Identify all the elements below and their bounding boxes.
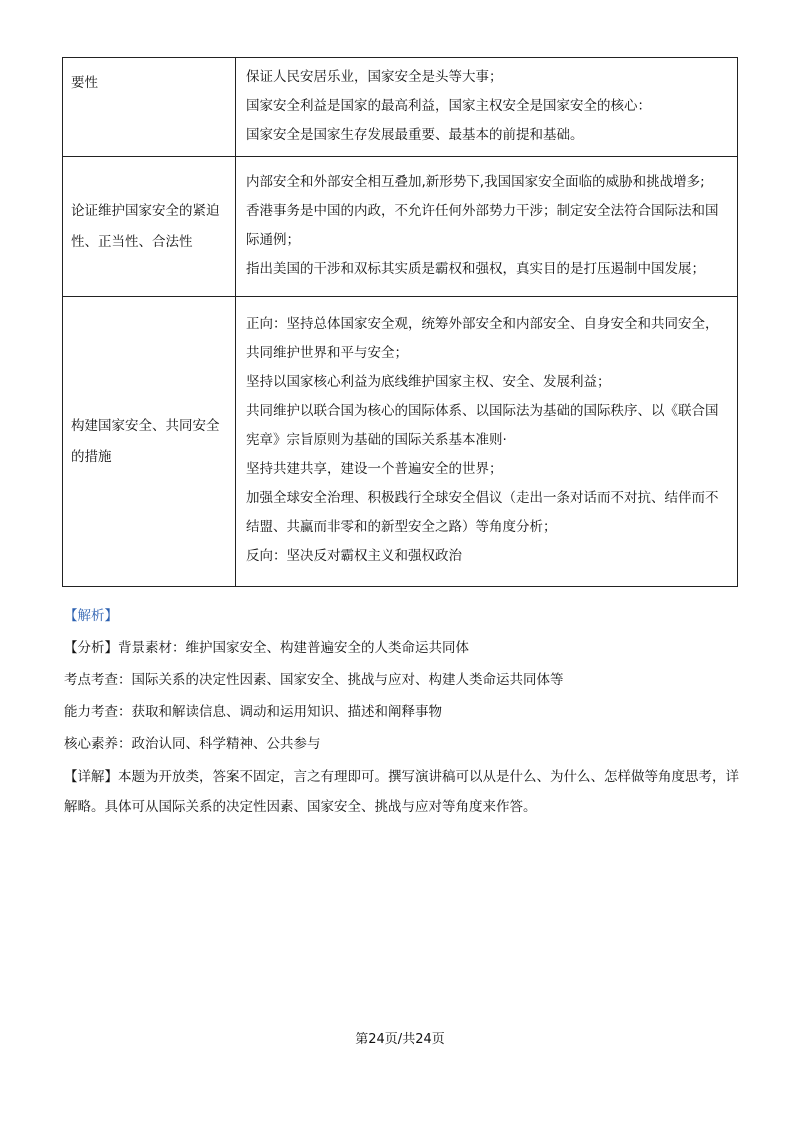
analysis-nengli: 能力考查：获取和解读信息、调动和运用知识、描述和阐释事物 [64, 704, 442, 720]
row-content [236, 157, 738, 297]
content-line: 内部安全和外部安全相互叠加,新形势下,我国国家安全面临的威胁和挑战增多; [246, 173, 705, 190]
content-line: 香港事务是中国的内政，不允许任何外部势力干涉；制定安全法符合国际法和国际通例； [246, 202, 719, 248]
analysis-xiangjie [64, 762, 744, 822]
row-content [236, 297, 738, 587]
page-footer: 第24页/共24页 [355, 1032, 445, 1047]
fenxi-tag: 【分析】 [64, 640, 118, 656]
answer-table [62, 57, 738, 587]
analysis-kaodian: 考点考查：国际关系的决定性因素、国家安全、挑战与应对、构建人类命运共同体等 [64, 672, 564, 688]
xiangjie-text: 本题为开放类，答案不固定，言之有理即可。撰写演讲稿可以从是什么、为什么、怎样做等角度思考，详解略。具体可从国际关系的决定性因素、国家安全、挑战与应对等角度来作答。 [64, 769, 739, 815]
content-line: 坚持以国家核心利益为底线维护国家主权、安全、发展利益； [246, 374, 611, 390]
content-line: 国家安全是国家生存发展最重要、最基本的前提和基础。 [246, 126, 584, 143]
content-line: 反向：坚决反对霸权主义和强权政治 [246, 548, 462, 564]
content-line: 坚持共建共享，建设一个普遍安全的世界； [246, 461, 503, 477]
row-label: 论证维护国家安全的紧迫性、正当性、合法性 [63, 157, 236, 297]
table-row [63, 157, 738, 297]
content-line: 加强全球安全治理、积极践行全球安全倡议（走出一条对话而不对抗、结伴而不结盟、共赢而非零和的新型安全之路）等角度分析； [246, 490, 719, 535]
content-line: 共同维护以联合国为核心的国际体系、以国际法为基础的国际秩序、以《联合国宪章》宗旨原则为基础的国际关系基本准则· [246, 403, 719, 448]
row-content [236, 58, 738, 157]
fenxi-text: 背景素材：维护国家安全、构建普遍安全的人类命运共同体 [118, 640, 469, 656]
analysis-heading: 【解析】 [64, 608, 118, 624]
content-line: 指出美国的干涉和双标其实质是霸权和强权，真实目的是打压遏制中国发展； [246, 260, 705, 277]
table-row [63, 58, 738, 157]
analysis-suyang: 核心素养：政治认同、科学精神、公共参与 [64, 736, 321, 752]
content-line: 国家安全利益是国家的最高利益，国家主权安全是国家安全的核心： [246, 97, 651, 114]
analysis-fenxi [64, 632, 744, 664]
analysis-section [64, 600, 744, 822]
row-label: 要性 [63, 58, 236, 157]
table-row [63, 297, 738, 587]
content-line: 保证人民安居乐业，国家安全是头等大事； [246, 68, 503, 85]
content-line: 正向：坚持总体国家安全观，统筹外部安全和内部安全、自身安全和共同安全，共同维护世界和平与安全； [246, 316, 719, 361]
xiangjie-tag: 【详解】 [64, 769, 118, 785]
row-label: 构建国家安全、共同安全的措施 [63, 297, 236, 587]
